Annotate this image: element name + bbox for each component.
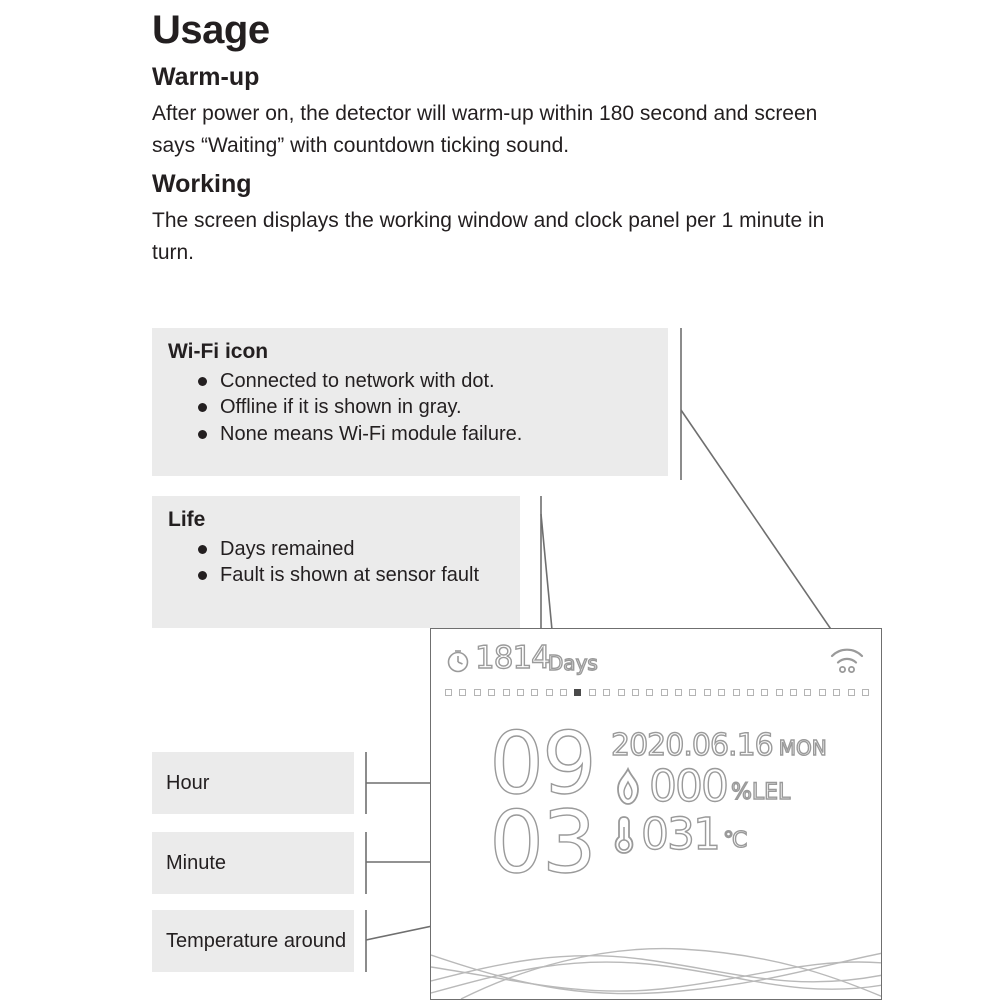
stopwatch-icon [445,648,471,674]
progress-dot [848,689,855,696]
progress-dot [819,689,826,696]
progress-dot [733,689,740,696]
progress-dot [675,689,682,696]
decorative-wave-graphic [431,919,882,999]
progress-dot [488,689,495,696]
label-temperature-around: Temperature around [152,910,354,972]
callout-life [152,496,520,628]
progress-dot [517,689,524,696]
progress-dot [445,689,452,696]
readouts [611,728,869,861]
callout-life-list [168,536,504,589]
progress-dot [804,689,811,696]
gas-value: 000 [649,761,727,812]
list-item: Connected to network with dot. [198,368,652,394]
list-item: Fault is shown at sensor fault [198,562,504,588]
progress-dot [546,689,553,696]
weekday-value: MON [778,736,827,760]
list-item: Offline if it is shown in gray. [198,394,652,420]
temperature-reading-row [611,809,869,861]
flame-icon [611,765,645,809]
progress-dot [718,689,725,696]
clock-display [469,714,615,894]
progress-dot [747,689,754,696]
temperature-unit: ℃ [722,828,748,854]
wifi-icon [829,645,865,675]
section-heading-warmup: Warm-up [152,63,260,91]
progress-dot [618,689,625,696]
section-text-warmup: After power on, the detector will warm-up within 180 second and screen says “Waiting” with countdown ticking sound. [152,102,818,157]
progress-dot [862,689,869,696]
progress-dot [603,689,610,696]
device-screen-preview [430,628,882,1000]
clock-hour: 09 [489,714,595,814]
label-minute: Minute [152,832,354,894]
callout-life-title: Life [168,508,206,531]
callout-wifi-title: Wi-Fi icon [168,340,269,363]
date-row [611,729,869,762]
progress-dot [503,689,510,696]
device-status-bar [445,640,598,676]
leader-wifi-diagonal [681,410,852,660]
list-item: None means Wi-Fi module failure. [198,421,652,447]
progress-dot [833,689,840,696]
progress-dot [560,689,567,696]
progress-dot [790,689,797,696]
list-item: Days remained [198,536,504,562]
gas-unit: %LEL [730,780,791,806]
thermometer-icon [611,813,637,857]
progress-dot [704,689,711,696]
life-value: 1814 [475,640,550,676]
page-title: Usage [152,8,270,52]
progress-dot [474,689,481,696]
callout-wifi-list [168,368,652,447]
progress-dot [646,689,653,696]
section-heading-working: Working [152,170,252,198]
progress-dot-row [445,687,869,697]
gas-reading-row [611,761,869,812]
progress-dot [761,689,768,696]
progress-dot [589,689,596,696]
progress-dot [574,689,581,696]
progress-dot [689,689,696,696]
document-body [152,8,872,272]
progress-dot [661,689,668,696]
progress-dot [459,689,466,696]
life-unit: Days [547,650,598,675]
progress-dot [632,689,639,696]
progress-dot [531,689,538,696]
progress-dot [776,689,783,696]
temperature-value: 031 [641,809,719,861]
clock-minute: 03 [489,793,595,894]
section-text-working: The screen displays the working window and clock panel per 1 minute in turn. [152,209,825,264]
date-value: 2020.06.16 [611,728,773,763]
label-hour: Hour [152,752,354,814]
callout-wifi [152,328,668,476]
